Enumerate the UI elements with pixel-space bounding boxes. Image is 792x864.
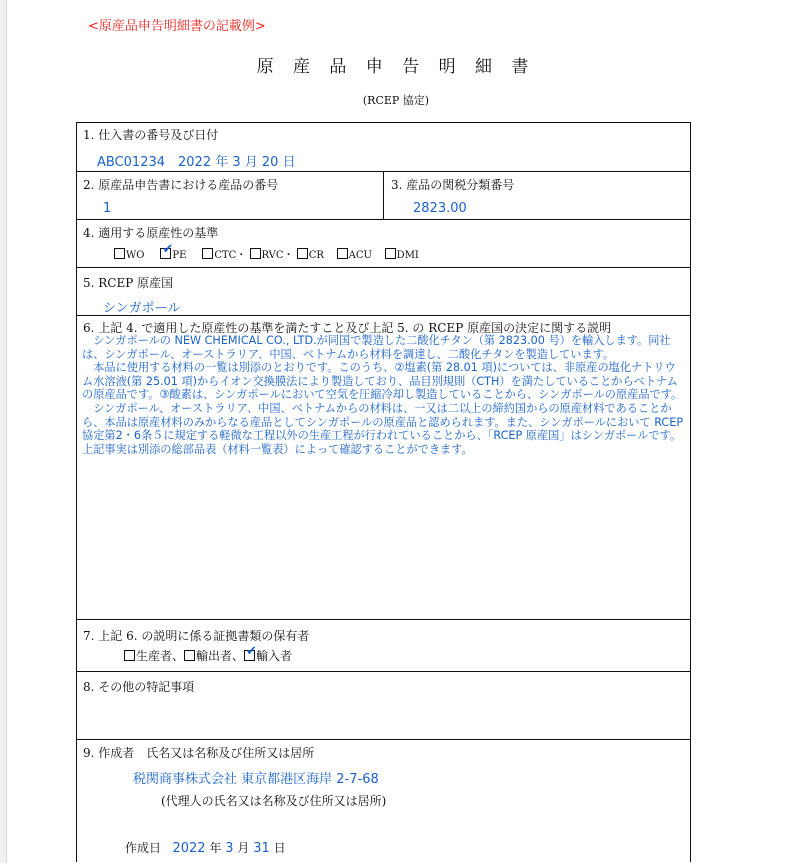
explanation-paragraph: シンガポール、オーストラリア、中国、ベトナムからの材料は、一又は二以上の締約国からの原産材料であることから、本品は原産材料のみからなる産品としてシンガポールの原産品と認められます。また、シンガポールにおいて RCEP 協定第2・6条５に規定する軽微な工程以外の生産工程が行われていることから、「RCEP 原産国」はシンガポールです。 (82, 401, 684, 443)
criteria-option-acu[interactable]: ACU (337, 250, 372, 261)
evidence-holder-label: 7. 上記 6. の説明に係る証拠書類の保有者 (83, 629, 310, 643)
creation-date-year-suffix: 年 (209, 841, 222, 855)
preparer-label: 9. 作成者 氏名又は名称及び住所又は居所 (83, 746, 315, 760)
section-invoice (77, 123, 690, 171)
checkbox-importer-checked[interactable] (244, 650, 255, 661)
product-number-value: 1 (103, 201, 112, 216)
declaration-form (76, 122, 691, 862)
remarks-label: 8. その他の特記事項 (83, 680, 195, 694)
section-remarks (77, 671, 690, 740)
checkbox-dmi[interactable] (385, 248, 396, 259)
explanation-text (82, 334, 684, 456)
invoice-label: 1. 仕入書の番号及び日付 (83, 128, 219, 142)
section-origin-country (77, 267, 690, 316)
section-explanation (77, 315, 690, 620)
section-product (77, 171, 690, 220)
example-label: <原産品申告明細書の記載例> (88, 19, 266, 34)
document-subtitle: (RCEP 協定) (362, 94, 430, 107)
origin-country-label: 5. RCEP 原産国 (83, 276, 174, 290)
checkbox-acu[interactable] (337, 248, 348, 259)
criteria-option-cr[interactable]: CR (297, 250, 324, 261)
creation-date-day: 31 (253, 841, 270, 856)
explanation-paragraph: シンガポールの NEW CHEMICAL CO., LTD.が同国で製造した二酸化チタン（第 2823.00 号）を輸入します。同社は、シンガポール、オーストラリア、中国、ベトナムから材料を調達し、二酸化チタンを製造しています。 (82, 334, 671, 361)
tariff-value: 2823.00 (413, 201, 467, 216)
checkbox-rvc[interactable] (250, 248, 261, 259)
agent-label: (代理人の氏名又は名称及び住所又は居所) (161, 794, 387, 808)
evidence-holder-options (124, 647, 292, 664)
criteria-option-wo[interactable]: WO (114, 250, 144, 261)
explanation-label: 6. 上記 4. で適用した原産性の基準を満たすこと及び上記 5. の RCEP 原産国の決定に関する説明 (83, 321, 612, 335)
product-number-label: 2. 原産品申告書における産品の番号 (83, 178, 279, 192)
criteria-options (114, 246, 419, 261)
explanation-paragraph: 本品に使用する材料の一覧は別添のとおりです。このうち、②塩素(第 28.01 項)については、非原産の塩化ナトリウム水溶液(第 25.01 項)からイオン交換膜法により製造しており、品目別規則（CTH）を満たしていることからベトナムの原産品です。③酸素は、シンガポールにおいて空気を圧縮冷却し製造していることから、シンガポールの原産品です。 (82, 361, 683, 402)
criteria-option-pe[interactable]: ✔ PE (160, 250, 186, 261)
holder-option-exporter[interactable]: 輸出者、 (184, 649, 244, 663)
origin-country-value: シンガポール (103, 301, 181, 316)
holder-option-importer[interactable]: ✔ 輸入者 (244, 649, 292, 663)
viewer-left-edge (0, 0, 7, 863)
creation-date-month-suffix: 月 (237, 841, 250, 855)
section-criteria (77, 219, 690, 268)
criteria-label: 4. 適用する原産性の基準 (83, 226, 219, 240)
holder-option-producer[interactable]: 生産者、 (124, 649, 184, 663)
column-divider (383, 172, 384, 220)
checkbox-pe-checked[interactable] (160, 248, 171, 259)
checkbox-ctc[interactable] (202, 248, 213, 259)
document-title: 原 産 品 申 告 明 細 書 (256, 57, 536, 77)
explanation-paragraph: 上記事実は別添の総部品表（材料一覧表）によって確認することができます。 (82, 442, 473, 456)
creation-date-month: 3 (225, 841, 234, 856)
criteria-option-rvc[interactable]: RVC・ (250, 250, 294, 261)
invoice-value: ABC01234 2022 年 3 月 20 日 (97, 155, 296, 170)
creation-date (125, 839, 286, 856)
criteria-option-dmi[interactable]: DMI (385, 250, 419, 261)
criteria-option-ctc[interactable]: CTC・ (202, 250, 246, 261)
checkbox-exporter[interactable] (184, 650, 195, 661)
checkbox-wo[interactable] (114, 248, 125, 259)
creation-date-day-suffix: 日 (273, 841, 286, 855)
creation-date-year: 2022 (172, 841, 206, 856)
tariff-label: 3. 産品の関税分類番号 (391, 178, 515, 192)
checkbox-cr[interactable] (297, 248, 308, 259)
section-preparer (77, 739, 690, 864)
checkbox-producer[interactable] (124, 650, 135, 661)
section-evidence-holder (77, 619, 690, 672)
creation-date-label: 作成日 (125, 841, 162, 855)
preparer-value: 税関商事株式会社 東京都港区海岸 2-7-68 (133, 772, 379, 787)
